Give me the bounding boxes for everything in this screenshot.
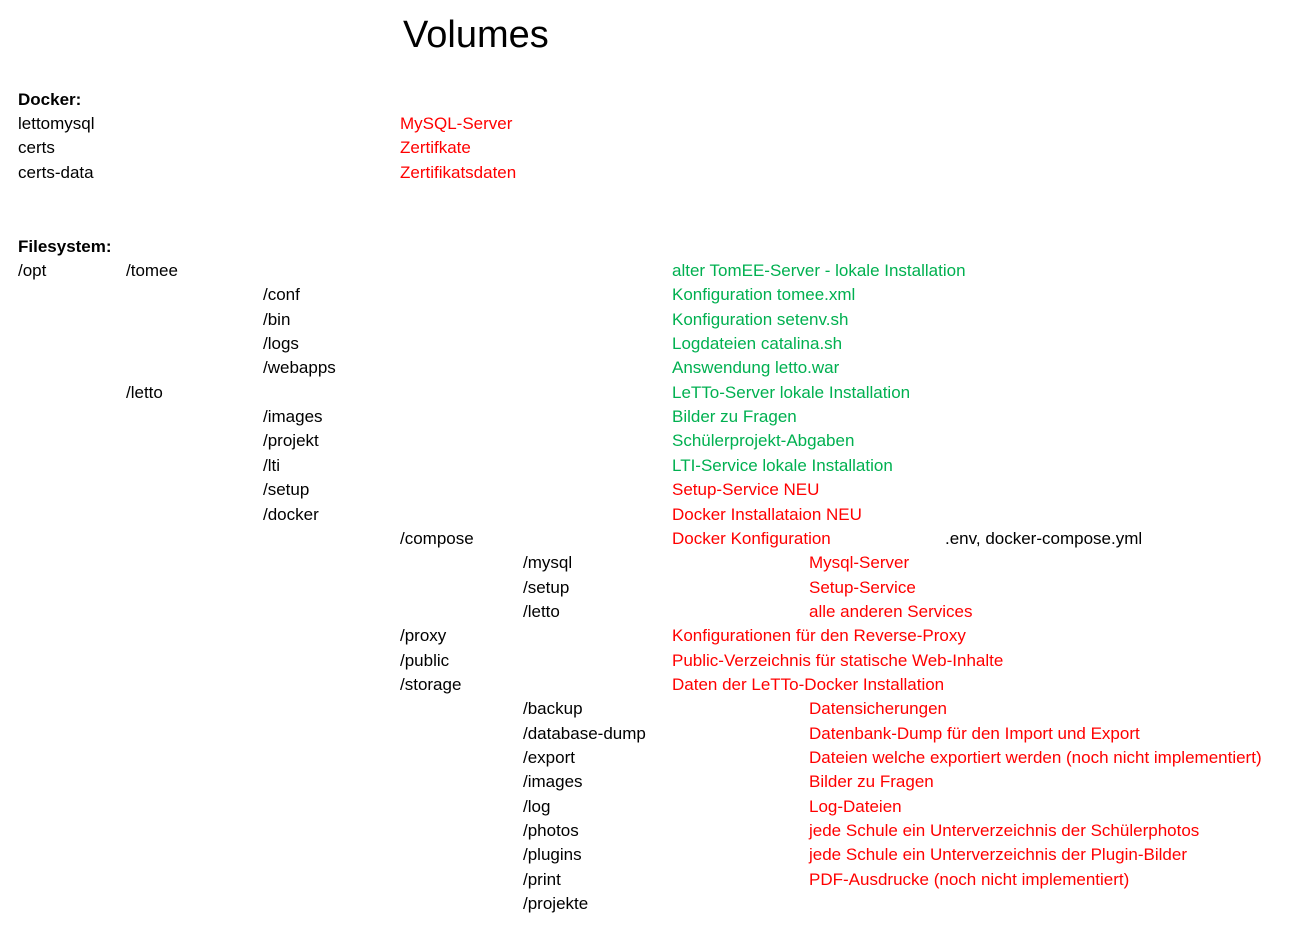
filesystem-path-description: Dateien welche exportiert werden (noch nicht implementiert) — [809, 748, 1262, 767]
filesystem-path: /plugins — [523, 845, 582, 865]
filesystem-path: /print — [523, 869, 561, 889]
filesystem-path: /storage — [400, 674, 462, 694]
filesystem-path-description: alle anderen Services — [809, 601, 973, 621]
filesystem-path-description: Datenbank-Dump für den Import und Export — [809, 723, 1140, 743]
filesystem-path: /letto — [523, 601, 560, 621]
docker-volume-name: certs-data — [18, 162, 94, 182]
filesystem-path-description: Bilder zu Fragen — [809, 772, 934, 792]
filesystem-path: /database-dump — [523, 723, 646, 743]
filesystem-path: /setup — [523, 577, 570, 597]
filesystem-path-description: Logdateien catalina.sh — [672, 334, 843, 354]
filesystem-path: /public — [400, 650, 450, 670]
filesystem-path-description: LeTTo-Server lokale Installation — [672, 382, 911, 402]
filesystem-path-description: Mysql-Server — [809, 553, 910, 573]
filesystem-path-description: Docker Installataion NEU — [672, 504, 862, 524]
filesystem-path-description: LTI-Service lokale Installation — [672, 455, 893, 475]
filesystem-path-description: Public-Verzeichnis für statische Web-Inhalte — [672, 650, 1004, 670]
docker-volume-name: certs — [18, 138, 55, 158]
filesystem-path: /bin — [263, 309, 291, 329]
filesystem-path-description: alter TomEE-Server - lokale Installation — [672, 261, 966, 280]
filesystem-path-files: .env, docker-compose.yml — [945, 528, 1143, 548]
filesystem-path: /lti — [263, 455, 280, 475]
filesystem-path: /log — [523, 796, 551, 816]
filesystem-path-description: Setup-Service NEU — [672, 480, 820, 500]
filesystem-path-description: Setup-Service — [809, 577, 916, 597]
page-title: Volumes — [403, 14, 549, 56]
filesystem-path-description: Bilder zu Fragen — [672, 407, 797, 427]
filesystem-path: /letto — [126, 382, 163, 402]
filesystem-path: /opt — [18, 261, 47, 280]
filesystem-path: /export — [523, 748, 575, 767]
filesystem-path: /photos — [523, 821, 579, 841]
filesystem-path: /proxy — [400, 626, 447, 646]
filesystem-path: /images — [263, 407, 323, 427]
docker-volume-description: Zertifikatsdaten — [400, 162, 517, 182]
filesystem-path: /backup — [523, 699, 583, 719]
filesystem-path-description: jede Schule ein Unterverzeichnis der Plugin-Bilder — [809, 845, 1187, 865]
filesystem-path: /images — [523, 772, 583, 792]
filesystem-path-description: jede Schule ein Unterverzeichnis der Schülerphotos — [809, 821, 1200, 841]
filesystem-path-description: Answendung letto.war — [672, 358, 840, 378]
docker-heading: Docker: — [18, 90, 82, 109]
docker-volume-description: MySQL-Server — [400, 114, 513, 133]
filesystem-path: /conf — [263, 285, 300, 305]
filesystem-path-description: Log-Dateien — [809, 796, 902, 816]
filesystem-path: /docker — [263, 504, 319, 524]
filesystem-path: /projekte — [523, 894, 589, 914]
filesystem-path: /projekt — [263, 431, 319, 451]
docker-volume-name: lettomysql — [18, 114, 95, 133]
filesystem-heading: Filesystem: — [18, 237, 112, 256]
filesystem-path: /tomee — [126, 261, 178, 280]
filesystem-path: /setup — [263, 480, 310, 500]
docker-volume-description: Zertifkate — [400, 138, 471, 158]
filesystem-path-description: Docker Konfiguration — [672, 528, 831, 548]
filesystem-path-description: Konfiguration setenv.sh — [672, 309, 849, 329]
filesystem-path-description: Schülerprojekt-Abgaben — [672, 431, 855, 451]
filesystem-path-description: PDF-Ausdrucke (noch nicht implementiert) — [809, 869, 1130, 889]
filesystem-path-description: Daten der LeTTo-Docker Installation — [672, 674, 945, 694]
filesystem-path: /webapps — [263, 358, 336, 378]
filesystem-path: /compose — [400, 528, 474, 548]
filesystem-path-description: Datensicherungen — [809, 699, 947, 719]
filesystem-path-description: Konfiguration tomee.xml — [672, 285, 856, 305]
filesystem-path: /logs — [263, 334, 299, 354]
filesystem-path: /mysql — [523, 553, 573, 573]
filesystem-path-description: Konfigurationen für den Reverse-Proxy — [672, 626, 966, 646]
